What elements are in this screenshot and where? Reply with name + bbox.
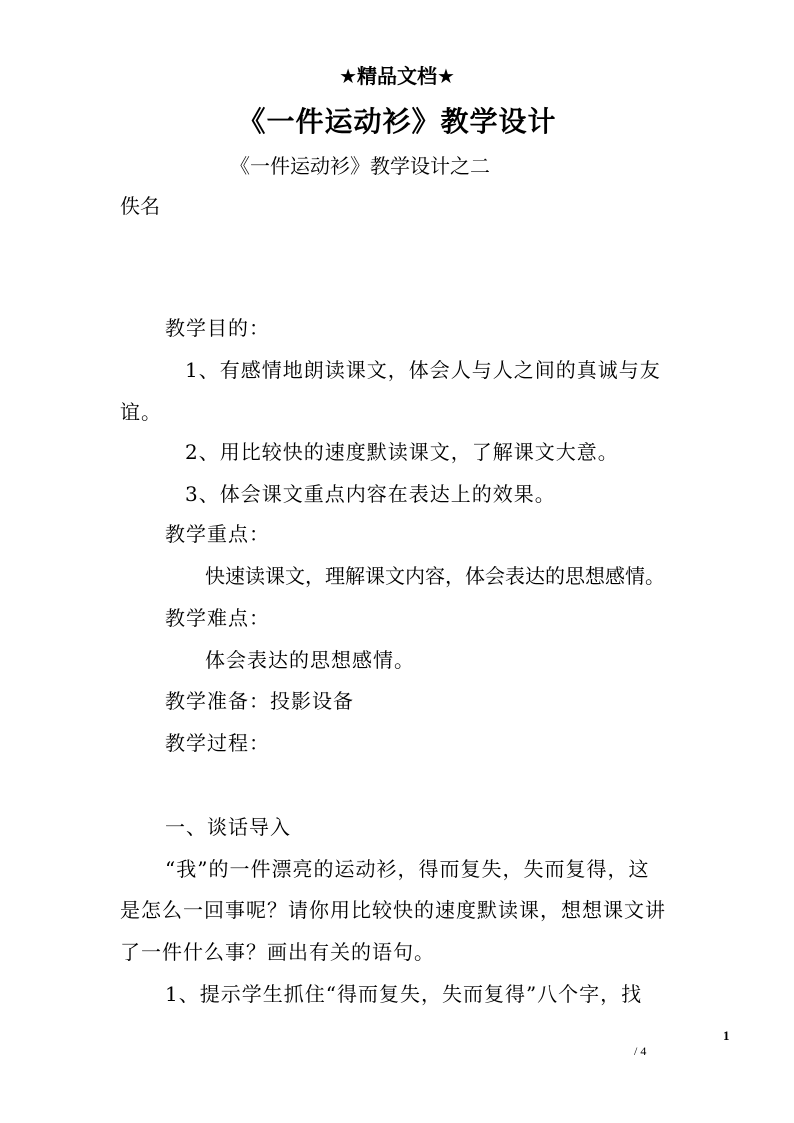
- page-number: 1: [723, 1028, 730, 1043]
- section-heading-preparation: 教学准备：投影设备: [165, 689, 354, 713]
- document-title: 《一件运动衫》教学设计: [237, 105, 557, 138]
- section-heading-process: 教学过程：: [165, 731, 270, 755]
- page-total: / 4: [634, 1044, 647, 1058]
- section-heading-objectives: 教学目的：: [165, 316, 270, 340]
- objective-3: 3、体会课文重点内容在表达上的效果。: [185, 482, 556, 506]
- objective-2: 2、用比较快的速度默读课文，了解课文大意。: [185, 440, 619, 464]
- difficulties-text: 体会表达的思想感情。: [205, 648, 415, 672]
- document-subtitle: 《一件运动衫》教学设计之二: [230, 154, 490, 178]
- paragraph-line-4: 1、提示学生抓住“得而复失，失而复得”八个字，找: [165, 982, 643, 1006]
- objective-1-line-2: 谊。: [120, 400, 162, 424]
- paragraph-line-3: 了一件什么事？画出有关的语句。: [120, 940, 435, 964]
- author-name: 佚名: [120, 194, 160, 218]
- paragraph-line-1: “我”的一件漂亮的运动衫，得而复失，失而复得，这: [165, 857, 650, 881]
- objective-1-line-1: 1、有感情地朗读课文，体会人与人之间的真诚与友: [185, 358, 661, 382]
- step-1-heading: 一、谈话导入: [165, 815, 291, 839]
- key-points-text: 快速读课文，理解课文内容，体会表达的思想感情。: [205, 564, 665, 588]
- header-banner: ★精品文档★: [339, 64, 455, 88]
- section-heading-difficulties: 教学难点：: [165, 606, 270, 630]
- section-heading-key-points: 教学重点：: [165, 522, 270, 546]
- paragraph-line-2: 是怎么一回事呢？请你用比较快的速度默读课，想想课文讲: [120, 898, 666, 922]
